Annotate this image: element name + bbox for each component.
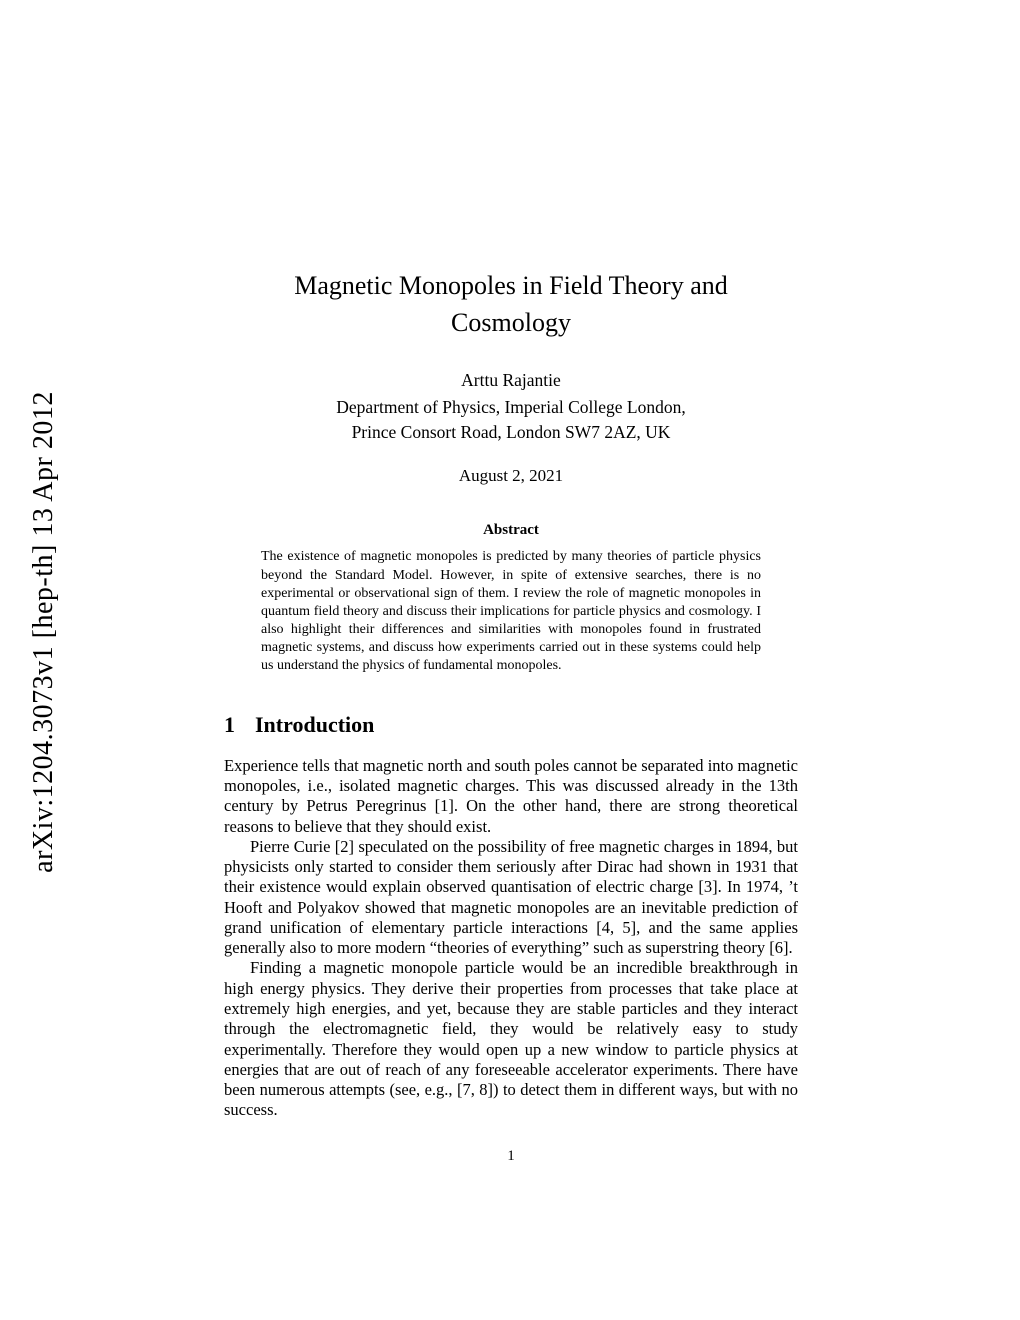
abstract-section xyxy=(261,522,761,675)
paragraph-1: Experience tells that magnetic north and south poles cannot be separated into magnetic monopoles, i.e., isolated magnetic charges. This was discussed already in the 13th century by Petrus Peregrinus [1]. On the other hand, there are strong theoretical reasons to believe that they should exist. xyxy=(224,755,798,836)
section-number: 1 xyxy=(224,711,235,737)
section-heading-introduction xyxy=(224,712,798,738)
paragraph-3: Finding a magnetic monopole particle would be an incredible breakthrough in high energy physics. They derive their properties from processes that take place at extremely high energies, and yet, because they are stable particles and they interact through the electromagnetic field, they would be relatively easy to study experimentally. Therefore they would open up a new window to particle physics at energies that are out of reach of any foreseeable accelerator experiments. There have been numerous attempts (see, e.g., [7, 8]) to detect them in different ways, but with no success. xyxy=(224,958,798,1120)
abstract-text: The existence of magnetic monopoles is predicted by many theories of particle physics beyond the Standard Model. However, in spite of extensive searches, there is no experimental or observational sign of them. I review the role of magnetic monopoles in quantum field theory and discuss their implications for particle physics and cosmology. I also highlight their differences and similarities with monopoles found in frustrated magnetic systems, and discuss how experiments carried out in these systems could help us understand the physics of fundamental monopoles. xyxy=(261,549,761,674)
page-number: 1 xyxy=(507,1148,515,1164)
author-block xyxy=(224,368,798,445)
author-affiliation-line2: Prince Consort Road, London SW7 2AZ, UK xyxy=(351,421,671,442)
paper-title xyxy=(224,268,798,342)
author-affiliation-line1: Department of Physics, Imperial College London, xyxy=(336,396,686,417)
paper-content xyxy=(224,268,798,1121)
section-title: Introduction xyxy=(255,711,375,737)
author-name: Arttu Rajantie xyxy=(461,369,561,390)
abstract-heading: Abstract xyxy=(483,522,539,539)
paragraph-2: Pierre Curie [2] speculated on the possibility of free magnetic charges in 1894, but physicists only started to consider them seriously after Dirac had shown in 1931 that their existence would explain observed quantisation of electric charge [3]. In 1974, ’t Hooft and Polyakov showed that magnetic monopoles are an inevitable prediction of grand unification of elementary particle interactions [4, 5], and the same applies generally also to more modern “theories of everything” such as superstring theory [6]. xyxy=(224,836,798,958)
paper-title-line1: Magnetic Monopoles in Field Theory and xyxy=(294,271,728,300)
introduction-body xyxy=(224,756,798,1121)
paper-title-line2: Cosmology xyxy=(451,307,571,337)
paper-date: August 2, 2021 xyxy=(458,466,564,486)
arxiv-sidebar-label: arXiv:1204.3073v1 [hep-th] 13 Apr 2012 xyxy=(28,391,59,873)
